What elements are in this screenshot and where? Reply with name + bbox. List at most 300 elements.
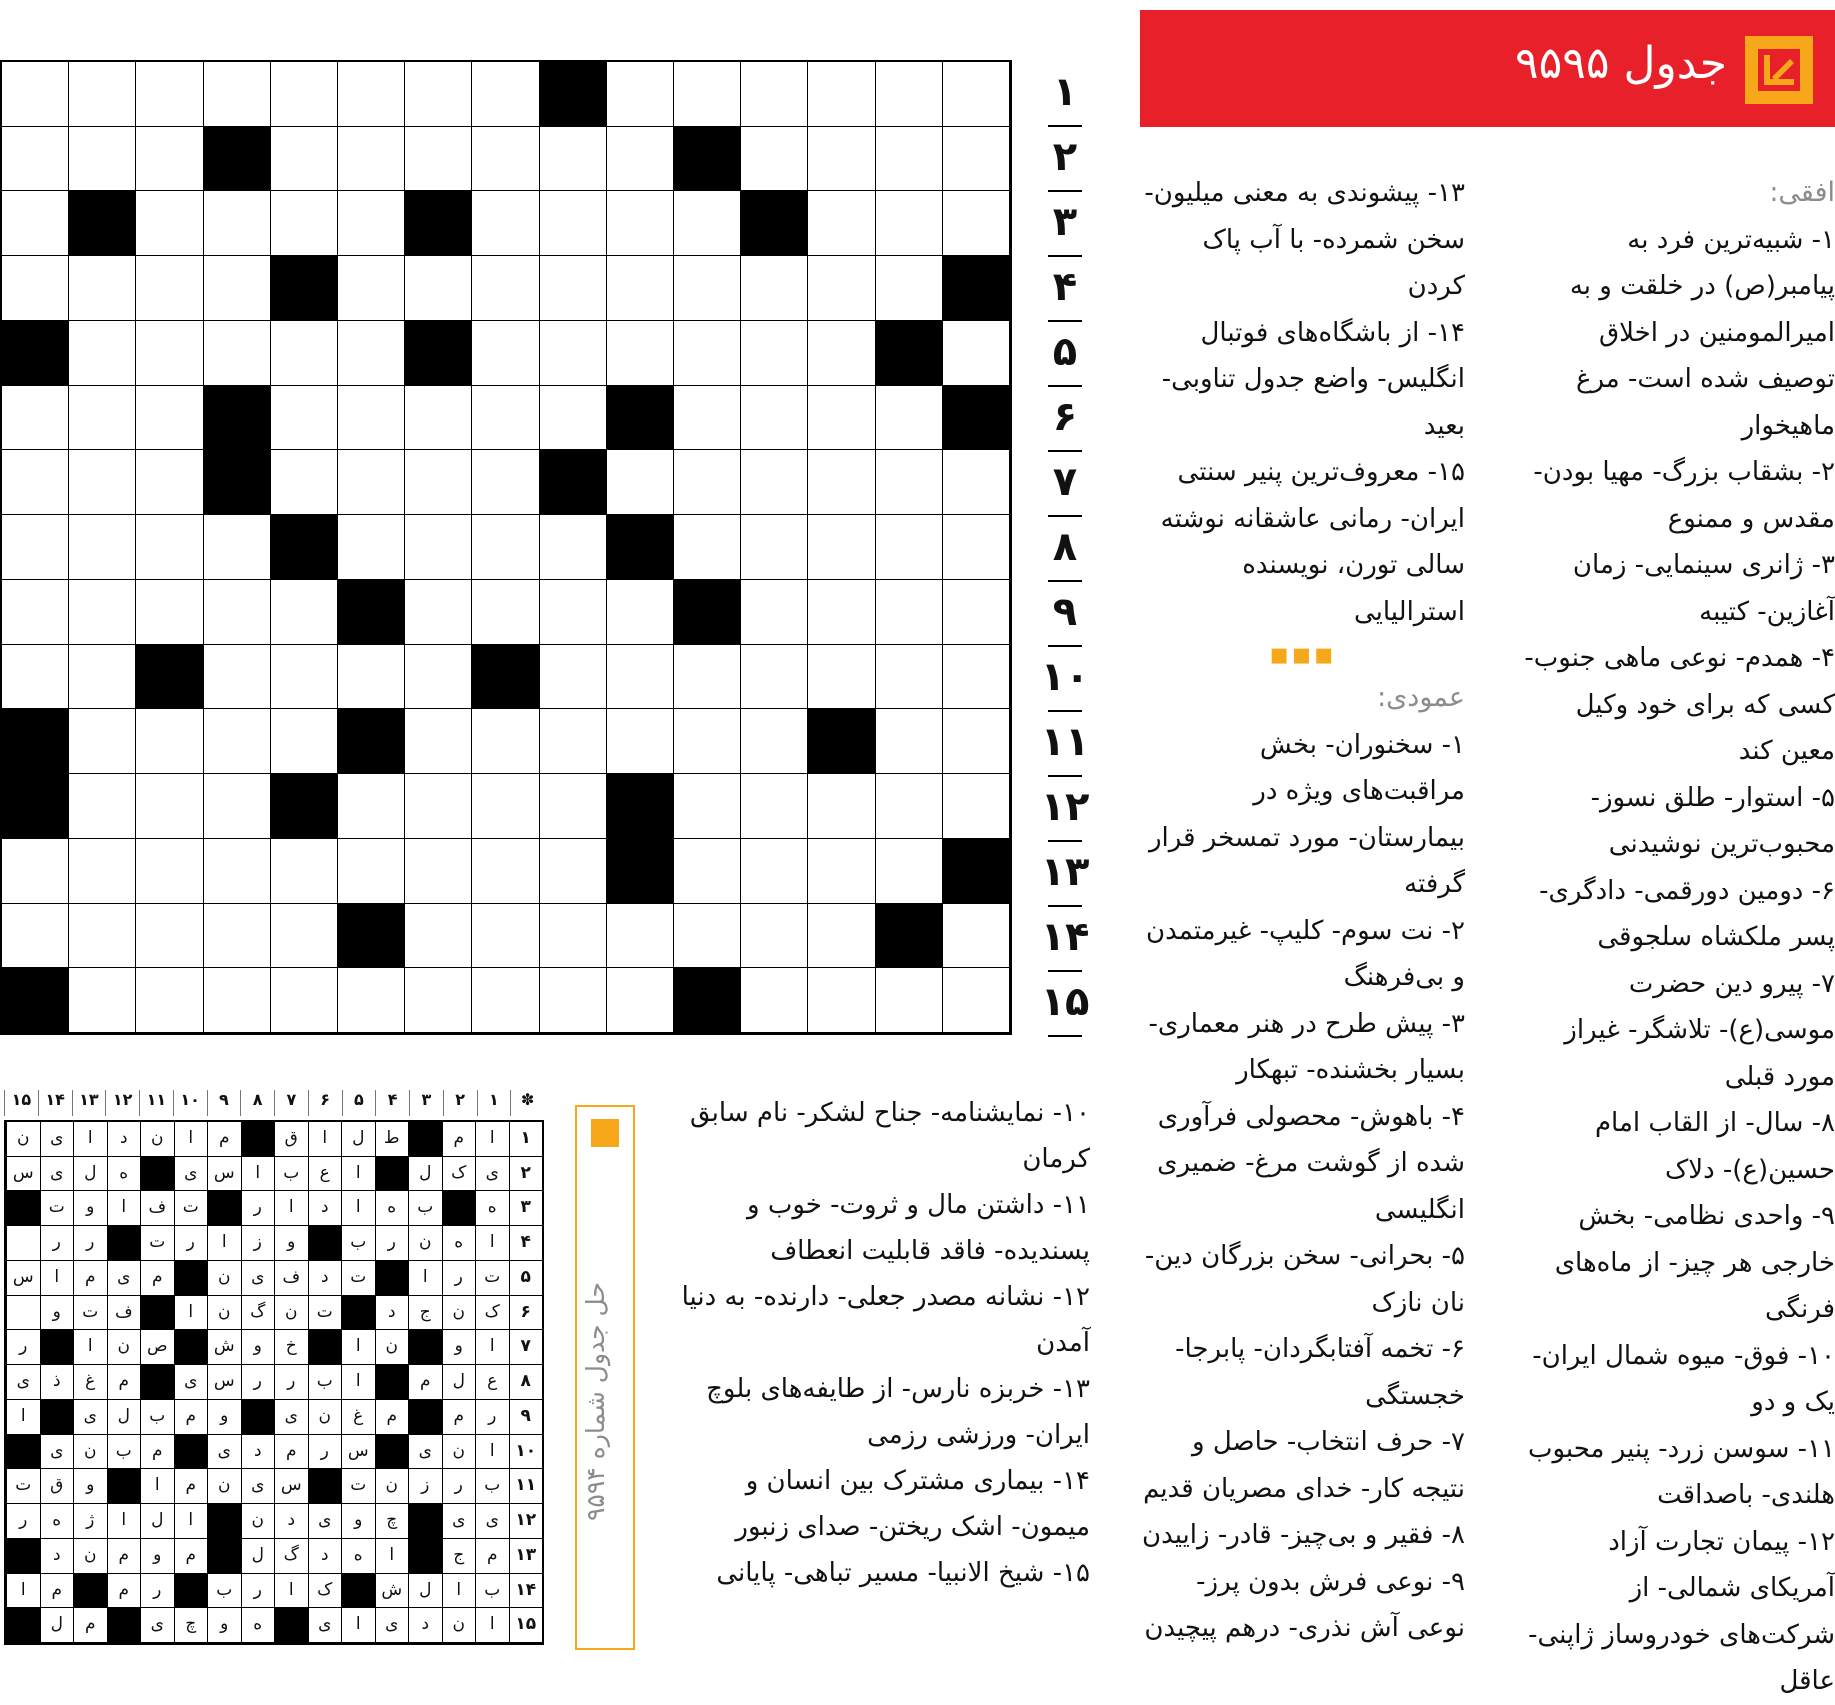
solution-letter: ا — [475, 1226, 509, 1261]
grid-cell[interactable] — [405, 515, 472, 580]
grid-cell[interactable] — [876, 839, 943, 904]
grid-cell[interactable] — [2, 127, 69, 192]
grid-cell[interactable] — [405, 386, 472, 451]
grid-cell[interactable] — [808, 256, 875, 321]
grid-cell[interactable] — [674, 321, 741, 386]
grid-cell[interactable] — [876, 968, 943, 1033]
grid-cell[interactable] — [741, 839, 808, 904]
solution-letter: ا — [475, 1330, 509, 1365]
solution-col-number: ۱۰ — [173, 1090, 207, 1116]
solution-black-cell — [40, 1400, 74, 1435]
grid-cell[interactable] — [943, 709, 1010, 774]
black-cell — [472, 645, 539, 710]
grid-cell[interactable] — [472, 386, 539, 451]
solution-row-number: ۱۴ — [509, 1574, 543, 1609]
solution-row-number: ۱۳ — [509, 1539, 543, 1574]
grid-cell[interactable] — [405, 904, 472, 969]
grid-cell[interactable] — [338, 774, 405, 839]
grid-cell[interactable] — [405, 774, 472, 839]
grid-cell[interactable] — [271, 645, 338, 710]
solution-letter: س — [6, 1157, 40, 1192]
grid-cell[interactable] — [540, 321, 607, 386]
grid-cell[interactable] — [204, 774, 271, 839]
grid-cell[interactable] — [540, 580, 607, 645]
solution-letter: م — [73, 1608, 107, 1643]
grid-cell[interactable] — [741, 904, 808, 969]
grid-cell[interactable] — [674, 839, 741, 904]
grid-cell[interactable] — [204, 904, 271, 969]
black-cell — [741, 191, 808, 256]
grid-cell[interactable] — [204, 191, 271, 256]
grid-cell[interactable] — [69, 709, 136, 774]
solution-letter: د — [308, 1191, 342, 1226]
solution-letter: م — [207, 1122, 241, 1157]
solution-letter: م — [274, 1435, 308, 1470]
grid-cell[interactable] — [338, 515, 405, 580]
grid-cell[interactable] — [472, 191, 539, 256]
solution-black-cell — [6, 1539, 40, 1574]
solution-letter: ب — [140, 1400, 174, 1435]
grid-cell[interactable] — [271, 191, 338, 256]
grid-cell[interactable] — [472, 62, 539, 127]
horizontal-clue-12: ۱۲- پیمان تجارت آزاد آمریکای شمالی- از شرکت‌های خودروساز ژاپنی- عاقل — [1528, 1526, 1835, 1696]
grid-cell[interactable] — [540, 127, 607, 192]
solution-letter: ا — [6, 1574, 40, 1609]
grid-cell[interactable] — [540, 515, 607, 580]
grid-cell[interactable] — [472, 321, 539, 386]
grid-cell[interactable] — [876, 709, 943, 774]
solution-black-cell — [375, 1365, 409, 1400]
grid-cell[interactable] — [271, 968, 338, 1033]
grid-cell[interactable] — [943, 645, 1010, 710]
solution-letter: م — [140, 1435, 174, 1470]
solution-letter: ی — [308, 1504, 342, 1539]
grid-cell[interactable] — [69, 127, 136, 192]
solution-letter: ز — [408, 1469, 442, 1504]
grid-cell[interactable] — [136, 904, 203, 969]
grid-cell[interactable] — [204, 709, 271, 774]
grid-cell[interactable] — [405, 450, 472, 515]
grid-cell[interactable] — [876, 774, 943, 839]
grid-cell[interactable] — [271, 580, 338, 645]
grid-cell[interactable] — [876, 191, 943, 256]
grid-cell[interactable] — [472, 127, 539, 192]
horizontal-heading: افقی: — [1769, 177, 1835, 208]
grid-cell[interactable] — [674, 774, 741, 839]
solution-letter: م — [174, 1539, 208, 1574]
solution-col-number: ۱۲ — [105, 1090, 139, 1116]
grid-cell[interactable] — [204, 256, 271, 321]
grid-cell[interactable] — [674, 450, 741, 515]
grid-cell[interactable] — [943, 515, 1010, 580]
grid-cell[interactable] — [808, 321, 875, 386]
grid-cell[interactable] — [472, 709, 539, 774]
grid-cell[interactable] — [741, 386, 808, 451]
grid-cell[interactable] — [674, 191, 741, 256]
horizontal-clue-15: ۱۵- معروف‌ترین پنیر سنتی ایران- رمانی عاشقانه نوشته سالی تورن، نویسنده استرالیایی — [1160, 457, 1465, 627]
solution-letter: ا — [442, 1574, 476, 1609]
black-cell — [674, 968, 741, 1033]
grid-cell[interactable] — [472, 580, 539, 645]
vertical-clue-12: ۱۲- نشانه مصدر جعلی- دارنده- به دنیا آمدن — [681, 1282, 1090, 1358]
solution-column-numbers — [4, 1090, 544, 1116]
grid-cell[interactable] — [69, 321, 136, 386]
grid-cell[interactable] — [2, 62, 69, 127]
grid-cell[interactable] — [69, 386, 136, 451]
horizontal-clue-6: ۶- دومین دورقمی- دادگری- پسر ملکشاه سلجوقی — [1539, 875, 1835, 952]
black-cell — [876, 904, 943, 969]
solution-letter: ه — [442, 1226, 476, 1261]
solution-letter: ت — [341, 1469, 375, 1504]
grid-cell[interactable] — [472, 515, 539, 580]
grid-cell[interactable] — [540, 191, 607, 256]
solution-letter: ه — [341, 1539, 375, 1574]
solution-letter: ف — [274, 1261, 308, 1296]
grid-cell[interactable] — [741, 515, 808, 580]
grid-cell[interactable] — [405, 645, 472, 710]
grid-cell[interactable] — [607, 968, 674, 1033]
solution-row-number: ۸ — [509, 1365, 543, 1400]
grid-cell[interactable] — [204, 645, 271, 710]
grid-cell[interactable] — [741, 256, 808, 321]
grid-cell[interactable] — [204, 839, 271, 904]
grid-cell[interactable] — [136, 321, 203, 386]
solution-letter: ل — [241, 1539, 275, 1574]
grid-cell[interactable] — [943, 904, 1010, 969]
grid-cell[interactable] — [607, 256, 674, 321]
grid-cell[interactable] — [405, 709, 472, 774]
grid-cell[interactable] — [136, 191, 203, 256]
solution-letter: ر — [475, 1400, 509, 1435]
vertical-clue-11: ۱۱- داشتن مال و ثروت- خوب و پسندیده- فاقد قابلیت انعطاف — [747, 1190, 1090, 1266]
grid-cell[interactable] — [2, 839, 69, 904]
grid-cell[interactable] — [405, 256, 472, 321]
solution-letter: ر — [174, 1226, 208, 1261]
solution-letter: ر — [241, 1191, 275, 1226]
solution-letter: ن — [375, 1330, 409, 1365]
grid-cell[interactable] — [808, 450, 875, 515]
grid-cell[interactable] — [136, 515, 203, 580]
grid-cell[interactable] — [69, 968, 136, 1033]
grid-cell[interactable] — [741, 774, 808, 839]
solution-black-cell — [174, 1435, 208, 1470]
grid-cell[interactable] — [876, 450, 943, 515]
solution-black-cell — [140, 1365, 174, 1400]
grid-cell[interactable] — [136, 580, 203, 645]
row-number: ۸ — [1040, 519, 1090, 576]
grid-cell[interactable] — [136, 450, 203, 515]
solution-letter: ک — [475, 1296, 509, 1331]
grid-cell[interactable] — [607, 709, 674, 774]
grid-cell[interactable] — [271, 450, 338, 515]
grid-cell[interactable] — [540, 968, 607, 1033]
grid-cell[interactable] — [2, 904, 69, 969]
grid-cell[interactable] — [943, 450, 1010, 515]
grid-cell[interactable] — [808, 191, 875, 256]
horizontal-clue-7: ۷- پیرو دین حضرت موسی(ع)- تلاشگر- غیراز مورد قبلی — [1564, 968, 1835, 1092]
grid-cell[interactable] — [808, 839, 875, 904]
grid-cell[interactable] — [674, 62, 741, 127]
solution-letter: ا — [73, 1122, 107, 1157]
grid-cell[interactable] — [943, 580, 1010, 645]
solution-letter: ج — [442, 1539, 476, 1574]
grid-cell[interactable] — [136, 968, 203, 1033]
solution-row-number: ۱۲ — [509, 1504, 543, 1539]
grid-cell[interactable] — [540, 709, 607, 774]
solution-letter: ف — [107, 1296, 141, 1331]
grid-cell[interactable] — [540, 645, 607, 710]
grid-cell[interactable] — [405, 127, 472, 192]
grid-cell[interactable] — [338, 450, 405, 515]
grid-cell[interactable] — [943, 127, 1010, 192]
grid-cell[interactable] — [876, 127, 943, 192]
grid-cell[interactable] — [540, 256, 607, 321]
grid-cell[interactable] — [271, 904, 338, 969]
vertical-clue-6: ۶- تخمه آفتابگردان- پابرجا- خجستگی — [1175, 1334, 1465, 1411]
solution-letter: ت — [308, 1296, 342, 1331]
grid-cell[interactable] — [808, 386, 875, 451]
grid-cell[interactable] — [876, 580, 943, 645]
grid-cell[interactable] — [271, 321, 338, 386]
grid-cell[interactable] — [808, 580, 875, 645]
grid-cell[interactable] — [741, 450, 808, 515]
grid-cell[interactable] — [674, 515, 741, 580]
grid-cell[interactable] — [876, 515, 943, 580]
grid-cell[interactable] — [472, 904, 539, 969]
grid-cell[interactable] — [338, 645, 405, 710]
grid-cell[interactable] — [607, 191, 674, 256]
grid-cell[interactable] — [136, 709, 203, 774]
grid-cell[interactable] — [674, 904, 741, 969]
grid-cell[interactable] — [136, 386, 203, 451]
grid-cell[interactable] — [338, 386, 405, 451]
solution-letter: غ — [341, 1400, 375, 1435]
solution-row-number: ۲ — [509, 1157, 543, 1192]
grid-cell[interactable] — [540, 386, 607, 451]
grid-cell[interactable] — [271, 62, 338, 127]
solution-letter: د — [408, 1608, 442, 1643]
grid-cell[interactable] — [69, 904, 136, 969]
solution-row-number: ۱۵ — [509, 1608, 543, 1643]
grid-cell[interactable] — [741, 62, 808, 127]
grid-cell[interactable] — [540, 774, 607, 839]
grid-cell[interactable] — [808, 774, 875, 839]
grid-cell[interactable] — [808, 968, 875, 1033]
grid-cell[interactable] — [472, 839, 539, 904]
grid-cell[interactable] — [808, 645, 875, 710]
grid-cell[interactable] — [876, 386, 943, 451]
solution-letter: م — [73, 1261, 107, 1296]
grid-cell[interactable] — [808, 127, 875, 192]
grid-cell[interactable] — [741, 709, 808, 774]
grid-cell[interactable] — [69, 774, 136, 839]
row-number: ۵ — [1040, 324, 1090, 381]
grid-cell[interactable] — [338, 968, 405, 1033]
solution-row-number: ۱۱ — [509, 1469, 543, 1504]
solution-letter: ی — [107, 1261, 141, 1296]
grid-cell[interactable] — [472, 774, 539, 839]
solution-letter: ن — [207, 1469, 241, 1504]
solution-letter: د — [308, 1539, 342, 1574]
grid-cell[interactable] — [943, 774, 1010, 839]
grid-cell[interactable] — [472, 256, 539, 321]
grid-cell[interactable] — [472, 450, 539, 515]
grid-cell[interactable] — [674, 386, 741, 451]
grid-cell[interactable] — [943, 191, 1010, 256]
grid-cell[interactable] — [204, 968, 271, 1033]
solution-letter: ا — [140, 1469, 174, 1504]
row-number: ۲ — [1040, 129, 1090, 186]
grid-cell[interactable] — [607, 580, 674, 645]
solution-black-cell — [40, 1330, 74, 1365]
solution-letter: ی — [241, 1261, 275, 1296]
grid-cell[interactable] — [69, 839, 136, 904]
grid-cell[interactable] — [741, 580, 808, 645]
solution-letter: م — [107, 1574, 141, 1609]
grid-cell[interactable] — [136, 127, 203, 192]
grid-cell[interactable] — [204, 321, 271, 386]
grid-cell[interactable] — [540, 839, 607, 904]
grid-cell[interactable] — [876, 62, 943, 127]
grid-cell[interactable] — [876, 256, 943, 321]
grid-cell[interactable] — [607, 62, 674, 127]
grid-cell[interactable] — [271, 839, 338, 904]
grid-cell[interactable] — [876, 645, 943, 710]
grid-cell[interactable] — [338, 127, 405, 192]
grid-cell[interactable] — [69, 645, 136, 710]
grid-cell[interactable] — [943, 321, 1010, 386]
grid-cell[interactable] — [741, 645, 808, 710]
grid-cell[interactable] — [69, 450, 136, 515]
solution-col-number: ۸ — [240, 1090, 274, 1116]
grid-cell[interactable] — [338, 191, 405, 256]
grid-cell[interactable] — [204, 580, 271, 645]
row-number: ۱۰ — [1040, 649, 1090, 706]
vertical-clue-5: ۵- بحرانی- سخن بزرگان دین- نان نازک — [1144, 1241, 1465, 1318]
grid-cell[interactable] — [136, 839, 203, 904]
grid-cell[interactable] — [136, 774, 203, 839]
solution-letter: ی — [408, 1435, 442, 1470]
solution-row-number: ۱ — [509, 1122, 543, 1157]
grid-cell[interactable] — [2, 580, 69, 645]
solution-letter: ی — [40, 1122, 74, 1157]
solution-letter: ی — [475, 1504, 509, 1539]
grid-cell[interactable] — [69, 515, 136, 580]
grid-cell[interactable] — [405, 580, 472, 645]
grid-cell[interactable] — [674, 645, 741, 710]
grid-cell[interactable] — [674, 709, 741, 774]
grid-cell[interactable] — [271, 127, 338, 192]
vertical-clue-4: ۴- باهوش- محصولی فرآوری شده از گوشت مرغ- ضمیری انگلیسی — [1157, 1101, 1465, 1225]
solution-letter: ج — [408, 1296, 442, 1331]
puzzle-logo-icon — [1745, 36, 1813, 104]
solution-label-box — [575, 1105, 635, 1650]
solution-letter: ط — [375, 1122, 409, 1157]
solution-col-number: ۱۵ — [4, 1090, 38, 1116]
solution-letter: ا — [274, 1574, 308, 1609]
grid-cell[interactable] — [741, 127, 808, 192]
grid-cell[interactable] — [2, 645, 69, 710]
grid-cell[interactable] — [741, 321, 808, 386]
grid-cell[interactable] — [338, 62, 405, 127]
grid-cell[interactable] — [69, 580, 136, 645]
solution-col-number: ۱۱ — [139, 1090, 173, 1116]
solution-letter: ب — [341, 1226, 375, 1261]
solution-black-cell — [140, 1296, 174, 1331]
grid-cell[interactable] — [943, 62, 1010, 127]
grid-cell[interactable] — [136, 62, 203, 127]
solution-black-cell — [174, 1330, 208, 1365]
grid-cell[interactable] — [405, 62, 472, 127]
solution-letter: ل — [408, 1574, 442, 1609]
solution-letter: و — [73, 1469, 107, 1504]
grid-cell[interactable] — [2, 450, 69, 515]
grid-cell[interactable] — [674, 256, 741, 321]
grid-cell[interactable] — [405, 968, 472, 1033]
grid-cell[interactable] — [540, 904, 607, 969]
solution-black-cell — [140, 1157, 174, 1192]
grid-cell[interactable] — [472, 968, 539, 1033]
row-number: ۹ — [1040, 584, 1090, 641]
grid-cell[interactable] — [338, 321, 405, 386]
grid-cell[interactable] — [271, 709, 338, 774]
grid-cell[interactable] — [2, 191, 69, 256]
grid-cell[interactable] — [204, 62, 271, 127]
solution-corner: ✽ — [510, 1090, 544, 1116]
grid-cell[interactable] — [607, 321, 674, 386]
black-cell — [2, 709, 69, 774]
vertical-clue-2: ۲- نت سوم- کلیپ- غیرمتمدن و بی‌فرهنگ — [1146, 915, 1465, 992]
solution-letter: ر — [140, 1574, 174, 1609]
grid-cell[interactable] — [607, 904, 674, 969]
grid-cell[interactable] — [338, 256, 405, 321]
grid-cell[interactable] — [808, 515, 875, 580]
grid-cell[interactable] — [204, 515, 271, 580]
solution-letter: س — [207, 1157, 241, 1192]
grid-cell[interactable] — [338, 839, 405, 904]
black-cell — [2, 968, 69, 1033]
grid-cell[interactable] — [2, 386, 69, 451]
grid-cell[interactable] — [69, 256, 136, 321]
black-cell — [607, 774, 674, 839]
solution-letter: ل — [341, 1122, 375, 1157]
solution-letter: ی — [274, 1400, 308, 1435]
solution-letter: ا — [40, 1261, 74, 1296]
crossword-grid[interactable] — [0, 60, 1012, 1035]
grid-cell[interactable] — [69, 62, 136, 127]
grid-cell[interactable] — [2, 256, 69, 321]
solution-letter: ل — [40, 1608, 74, 1643]
solution-black-cell — [6, 1608, 40, 1643]
grid-cell[interactable] — [943, 968, 1010, 1033]
grid-cell[interactable] — [607, 450, 674, 515]
solution-letter: ا — [475, 1608, 509, 1643]
grid-cell[interactable] — [808, 904, 875, 969]
grid-cell[interactable] — [2, 515, 69, 580]
solution-letter: ر — [6, 1504, 40, 1539]
grid-cell[interactable] — [607, 645, 674, 710]
grid-cell[interactable] — [808, 62, 875, 127]
grid-cell[interactable] — [136, 256, 203, 321]
grid-cell[interactable] — [741, 968, 808, 1033]
solution-letter — [6, 1296, 40, 1331]
grid-cell[interactable] — [607, 127, 674, 192]
solution-letter: ه — [241, 1608, 275, 1643]
black-cell — [607, 386, 674, 451]
grid-cell[interactable] — [405, 839, 472, 904]
solution-letter: ی — [174, 1365, 208, 1400]
grid-cell[interactable] — [271, 386, 338, 451]
